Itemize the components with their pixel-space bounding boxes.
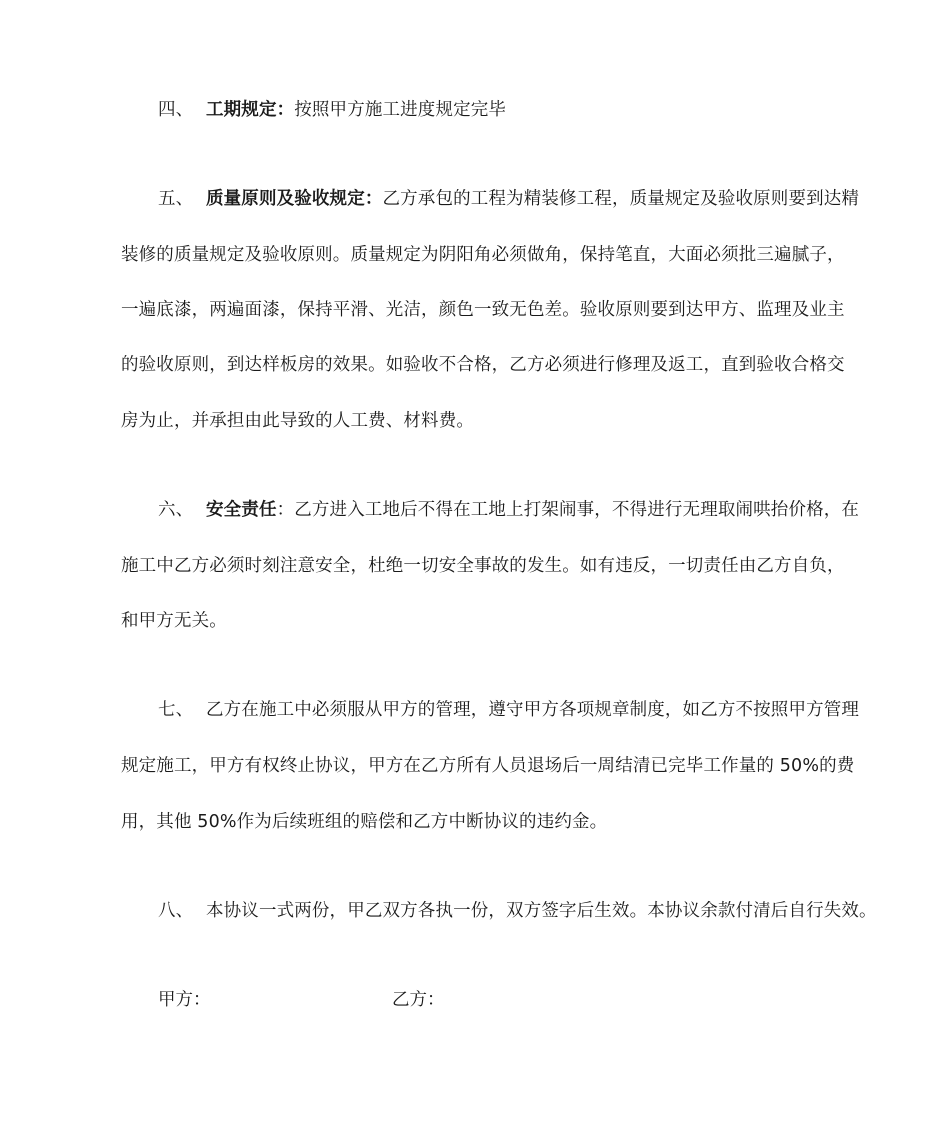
section-5-line-2: 装修的质量规定及验收原则。质量规定为阴阳角必须做角，保持笔直，大面必须批三遍腻子， [121,245,845,265]
section-5-line-5: 房为止，并承担由此导致的人工费、材料费。 [121,411,474,431]
section-6-line-3: 和甲方无关。 [121,611,227,631]
section-5-text-1: 乙方承包的工程为精装修工程，质量规定及验收原则要到达精 [382,189,860,209]
section-5-line-1 [158,187,859,211]
section-7-line-3: 用，其他 50%作为后续班组的赔偿和乙方中断协议的违约金。 [121,812,608,832]
section-7-number: 七、 [158,700,194,720]
section-8-number: 八、 [158,901,194,921]
section-4-line-1 [158,98,506,122]
section-7-line-1 [158,698,859,722]
section-4-heading: 工期规定： [206,100,295,120]
section-5-number: 五、 [158,189,194,209]
section-6-number: 六、 [158,500,194,520]
section-6-line-2: 施工中乙方必须时刻注意安全，杜绝一切安全事故的发生。如有违反，一切责任由乙方自负， [121,556,845,576]
party-a-signature-label: 甲方： [158,990,211,1010]
section-4-number: 四、 [158,100,194,120]
section-7-text-1: 乙方在施工中必须服从甲方的管理，遵守甲方各项规章制度，如乙方不按照甲方管理 [206,700,860,720]
section-6-heading: 安全责任 [206,500,277,520]
section-8-text-1: 本协议一式两份，甲乙双方各执一份，双方签字后生效。本协议余款付清后自行失效。 [206,901,877,921]
party-b-signature-label: 乙方： [392,990,445,1010]
section-8-line-1 [158,899,877,923]
section-6-line-1 [158,498,859,522]
section-7-line-2: 规定施工，甲方有权终止协议，甲方在乙方所有人员退场后一周结清已完毕工作量的 50%的费 [121,756,855,776]
section-5-line-4: 的验收原则，到达样板房的效果。如验收不合格，乙方必须进行修理及返工，直到验收合格交 [121,355,845,375]
section-6-text-1: ：乙方进入工地后不得在工地上打架闹事，不得进行无理取闹哄抬价格，在 [276,500,860,520]
section-5-line-3: 一遍底漆，两遍面漆，保持平滑、光洁，颜色一致无色差。验收原则要到达甲方、监理及业主 [121,300,845,320]
section-5-heading: 质量原则及验收规定： [206,189,383,209]
section-4-text: 按照甲方施工进度规定完毕 [294,100,507,120]
